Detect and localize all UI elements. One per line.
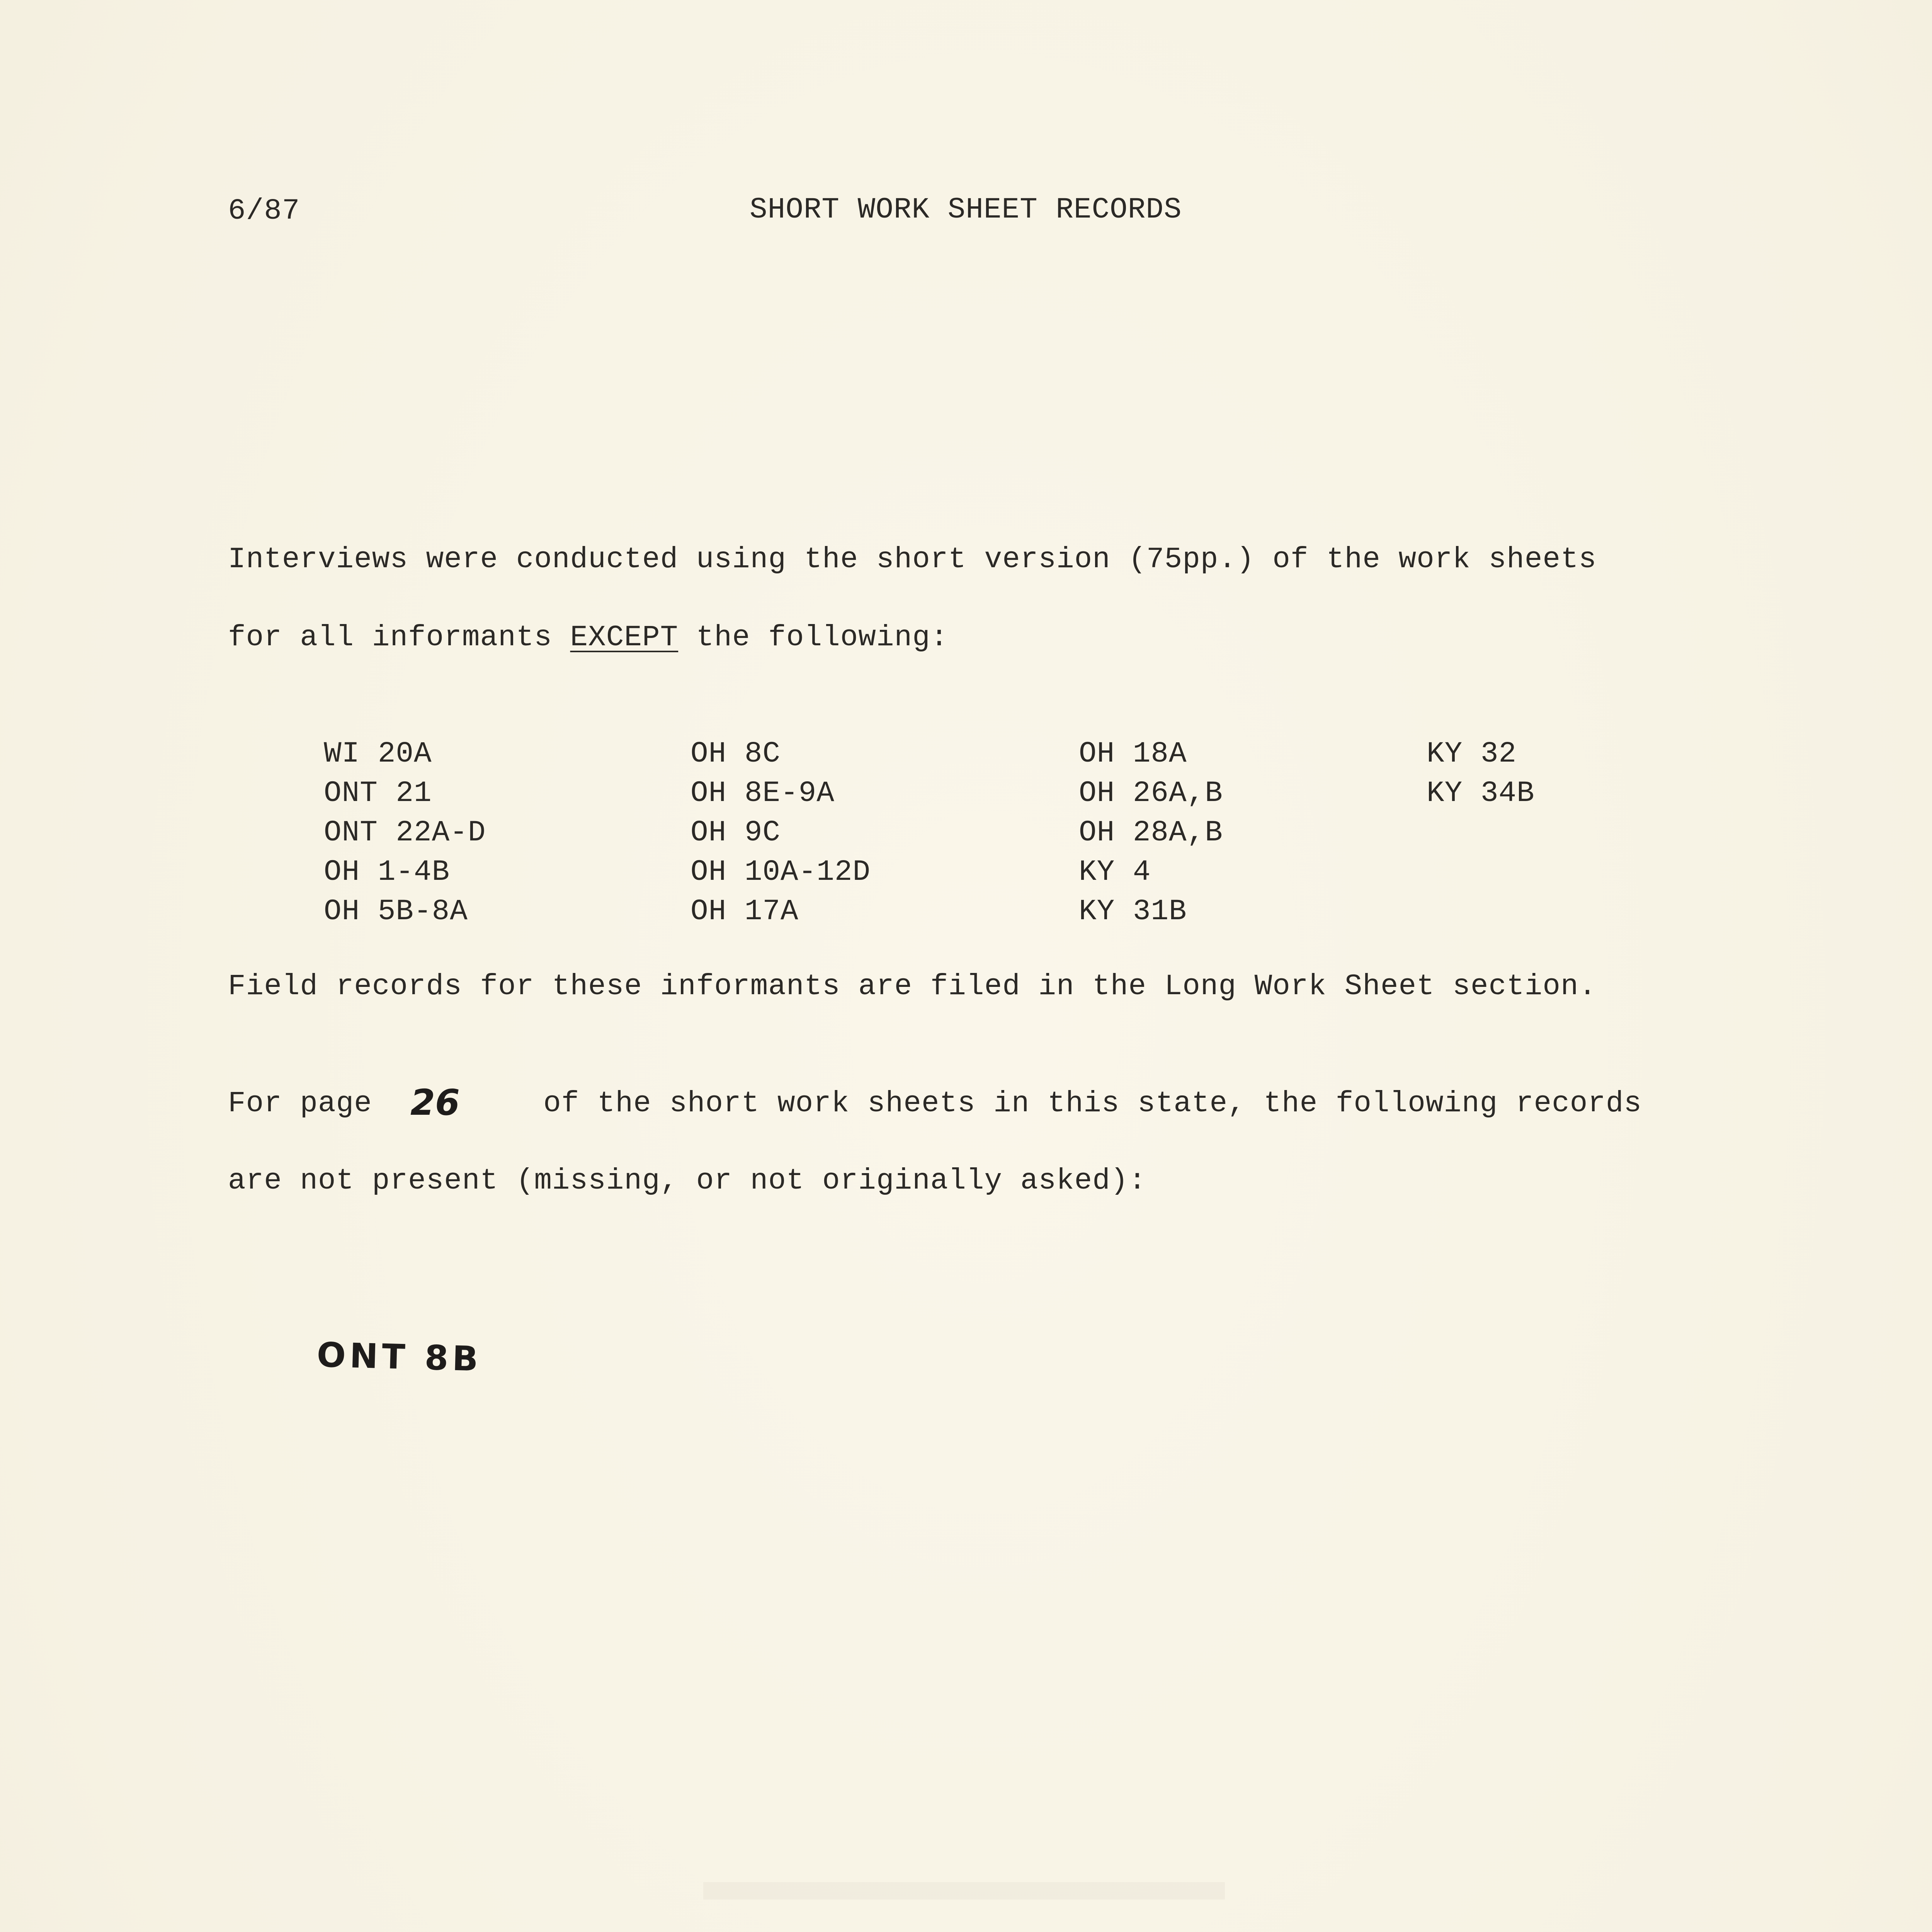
exception-item: KY 32 [1427, 737, 1517, 770]
document-date: 6/87 [228, 194, 300, 228]
exception-item: OH 28A,B [1079, 816, 1223, 849]
exception-item: OH 1-4B [324, 855, 450, 889]
exceptions-column-4 [1427, 734, 1535, 813]
page-note-after: of the short work sheets in this state, the following records [525, 1087, 1642, 1120]
page-note-line-2: are not present (missing, or not originally asked): [228, 1164, 1146, 1197]
exceptions-column-2 [690, 734, 871, 931]
exception-item: KY 4 [1079, 855, 1151, 889]
exceptions-column-3 [1079, 734, 1223, 931]
exception-item: OH 8C [690, 737, 781, 770]
exceptions-column-1 [324, 734, 486, 931]
exception-item: ONT 22A-D [324, 816, 486, 849]
intro-line2-before: for all informants [228, 621, 570, 654]
handwritten-missing-record: ONT 8B [316, 1335, 483, 1379]
exception-item: OH 26A,B [1079, 777, 1223, 810]
exception-item: OH 18A [1079, 737, 1187, 770]
intro-line2-after: the following: [678, 621, 949, 654]
exception-item: KY 34B [1427, 777, 1535, 810]
document-title: SHORT WORK SHEET RECORDS [750, 193, 1182, 226]
exception-item: OH 8E-9A [690, 777, 835, 810]
exception-item: OH 9C [690, 816, 781, 849]
exception-item: KY 31B [1079, 895, 1187, 928]
exception-item: OH 10A-12D [690, 855, 871, 889]
exception-item: OH 17A [690, 895, 799, 928]
handwritten-page-number: 26 [410, 1082, 460, 1123]
exception-item: ONT 21 [324, 777, 432, 810]
field-records-note: Field records for these informants are filed in the Long Work Sheet section. [228, 970, 1597, 1003]
except-emphasis: EXCEPT [570, 621, 679, 654]
exception-item: OH 5B-8A [324, 895, 468, 928]
exception-item: WI 20A [324, 737, 432, 770]
intro-paragraph-line-1: Interviews were conducted using the short version (75pp.) of the work sheets [228, 543, 1597, 576]
page-note-before: For page [228, 1087, 390, 1120]
intro-paragraph-line-2 [228, 623, 948, 652]
reverse-side-bleed-through: ▬▬▬▬▬▬▬▬▬ [703, 1848, 1225, 1912]
